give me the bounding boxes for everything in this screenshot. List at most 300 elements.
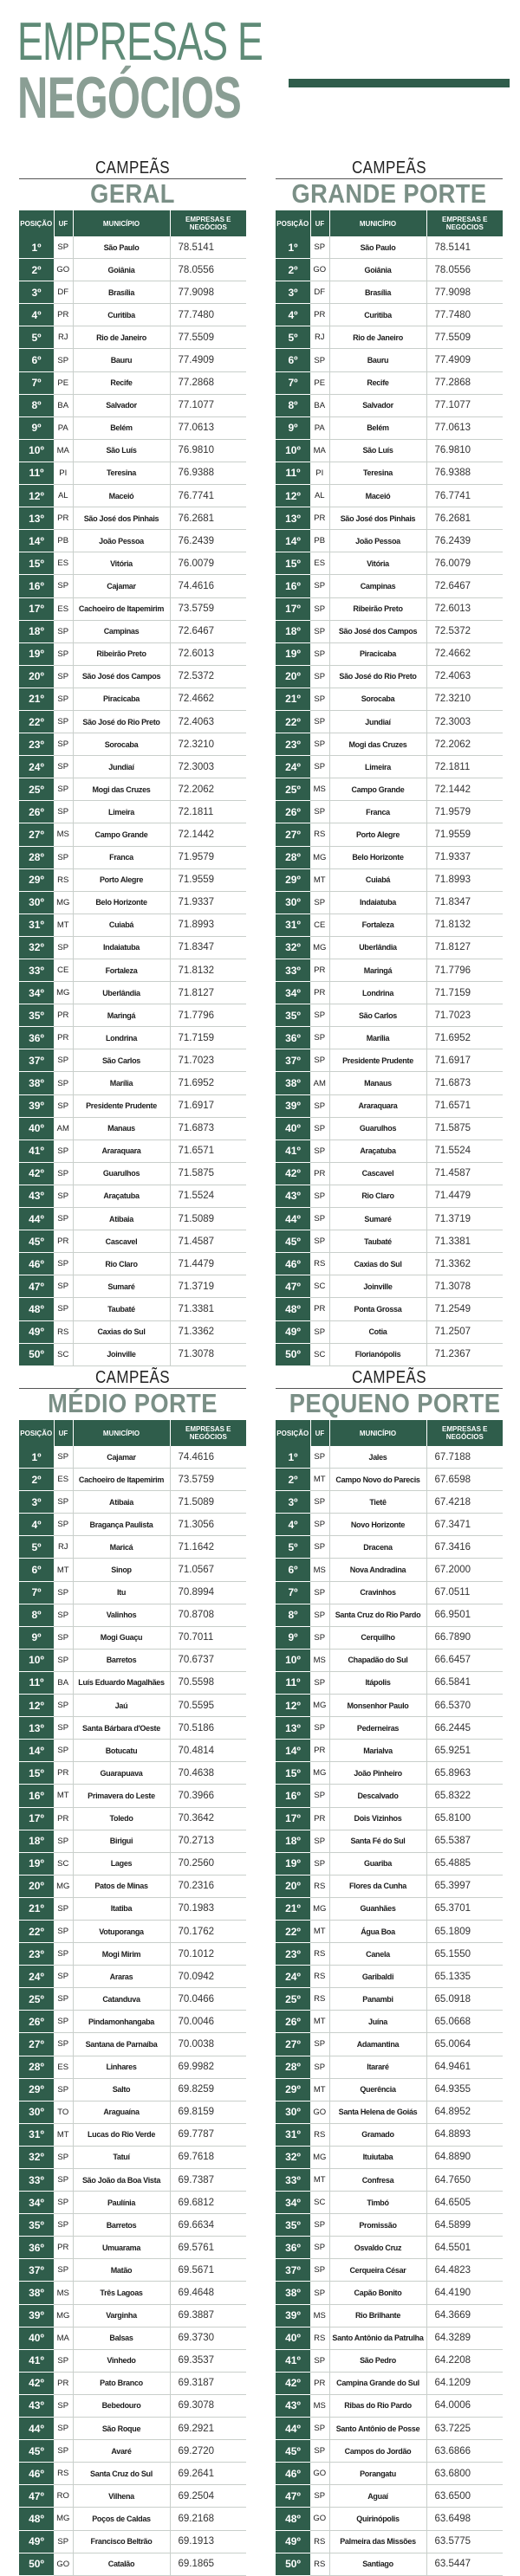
- panel-subtitle: CAMPEÃS: [94, 158, 171, 178]
- cell-position: 2º: [276, 259, 310, 281]
- cell-uf: PR: [310, 982, 329, 1004]
- cell-score: 72.6467: [170, 620, 246, 642]
- cell-position: 49º: [19, 2530, 54, 2553]
- cell-uf: SP: [310, 1094, 329, 1117]
- cell-municipio: São José do Rio Preto: [73, 710, 170, 733]
- table-row: [276, 914, 503, 936]
- cell-position: 41º: [19, 1140, 54, 1162]
- cell-municipio: Barretos: [73, 2214, 170, 2237]
- table-row: [276, 2192, 503, 2214]
- cell-municipio: Limeira: [73, 801, 170, 823]
- cell-municipio: Recife: [329, 371, 426, 394]
- cell-uf: RS: [54, 1320, 73, 1343]
- table-row: [276, 597, 503, 620]
- table-row: [19, 1943, 246, 1966]
- cell-position: 17º: [19, 1807, 54, 1830]
- cell-score: 64.4823: [426, 2259, 503, 2282]
- cell-position: 35º: [276, 2214, 310, 2237]
- cell-uf: SP: [54, 1966, 73, 1988]
- cell-position: 48º: [19, 2508, 54, 2530]
- cell-score: 72.4063: [426, 665, 503, 688]
- table-row: [19, 642, 246, 665]
- cell-position: 40º: [276, 2327, 310, 2349]
- table-row: [276, 2259, 503, 2282]
- cell-uf: ES: [310, 552, 329, 575]
- table-row: [276, 530, 503, 552]
- cell-position: 13º: [19, 1717, 54, 1740]
- cell-uf: PR: [54, 1004, 73, 1027]
- col-header-pos: POSIÇÃO: [19, 210, 54, 236]
- cell-uf: SP: [310, 1320, 329, 1343]
- table-row: [276, 2440, 503, 2463]
- cell-uf: MT: [310, 1469, 329, 1491]
- cell-position: 5º: [276, 1536, 310, 1559]
- cell-uf: MS: [310, 2394, 329, 2417]
- table-header-row: [19, 210, 246, 236]
- page-title-line2: NEGÓCIOS: [17, 65, 242, 131]
- cell-position: 16º: [276, 575, 310, 597]
- cell-position: 3º: [19, 281, 54, 304]
- cell-position: 32º: [276, 2146, 310, 2168]
- cell-score: 71.7023: [426, 1004, 503, 1027]
- table-row: [276, 1027, 503, 1049]
- cell-uf: SP: [54, 1695, 73, 1717]
- cell-position: 45º: [19, 2440, 54, 2463]
- cell-municipio: Atibaia: [73, 1491, 170, 1514]
- cell-position: 37º: [19, 2259, 54, 2282]
- cell-municipio: Teresina: [73, 462, 170, 484]
- cell-position: 19º: [19, 642, 54, 665]
- cell-position: 14º: [276, 530, 310, 552]
- table-row: [276, 756, 503, 778]
- table-row: [276, 959, 503, 982]
- cell-score: 69.2168: [170, 2508, 246, 2530]
- cell-score: 65.0918: [426, 1988, 503, 2011]
- cell-uf: SP: [310, 1140, 329, 1162]
- cell-score: 71.4587: [170, 1230, 246, 1253]
- table-row: [19, 1920, 246, 1942]
- cell-score: 70.5595: [170, 1695, 246, 1717]
- table-row: [19, 2237, 246, 2259]
- cell-score: 69.7387: [170, 2169, 246, 2192]
- cell-position: 23º: [19, 733, 54, 756]
- table-row: [276, 982, 503, 1004]
- cell-position: 42º: [276, 1162, 310, 1185]
- table-row: [19, 2508, 246, 2530]
- cell-score: 64.8893: [426, 2123, 503, 2146]
- table-row: [276, 1559, 503, 1581]
- cell-score: 65.8100: [426, 1807, 503, 1830]
- cell-score: 72.1811: [426, 756, 503, 778]
- cell-municipio: Aguaí: [329, 2485, 426, 2508]
- table-row: [276, 1807, 503, 1830]
- cell-position: 15º: [276, 1762, 310, 1785]
- cell-position: 32º: [19, 936, 54, 959]
- cell-uf: SP: [54, 1275, 73, 1298]
- cell-uf: SP: [54, 1920, 73, 1942]
- table-row: [276, 2123, 503, 2146]
- cell-position: 23º: [276, 733, 310, 756]
- cell-uf: SP: [54, 778, 73, 801]
- table-row: [19, 1230, 246, 1253]
- cell-uf: MG: [310, 2146, 329, 2168]
- cell-score: 69.7618: [170, 2146, 246, 2168]
- cell-municipio: Avaré: [73, 2440, 170, 2463]
- cell-municipio: Botucatu: [73, 1740, 170, 1762]
- cell-municipio: Sinop: [73, 1559, 170, 1581]
- cell-position: 22º: [19, 1920, 54, 1942]
- table-row: [19, 1469, 246, 1491]
- cell-municipio: Caxias do Sul: [73, 1320, 170, 1343]
- table-row: [276, 1649, 503, 1671]
- table-row: [276, 507, 503, 530]
- cell-municipio: Poços de Caldas: [73, 2508, 170, 2530]
- cell-municipio: Sumaré: [73, 1275, 170, 1298]
- cell-position: 16º: [276, 1785, 310, 1807]
- cell-position: 21º: [276, 1897, 310, 1920]
- cell-uf: SP: [54, 349, 73, 371]
- cell-position: 31º: [276, 914, 310, 936]
- cell-uf: SP: [310, 1581, 329, 1604]
- cell-score: 70.0466: [170, 1988, 246, 2011]
- cell-municipio: São Carlos: [329, 1004, 426, 1027]
- cell-score: 71.8132: [426, 914, 503, 936]
- table-row: [19, 1514, 246, 1536]
- table-row: [276, 2485, 503, 2508]
- cell-municipio: Cajamar: [73, 1446, 170, 1469]
- cell-position: 12º: [276, 485, 310, 507]
- cell-municipio: Araçatuba: [73, 1185, 170, 1207]
- cell-uf: MS: [310, 1559, 329, 1581]
- cell-score: 70.4814: [170, 1740, 246, 1762]
- cell-municipio: Catanduva: [73, 1988, 170, 2011]
- cell-uf: RS: [310, 2553, 329, 2575]
- cell-position: 34º: [276, 982, 310, 1004]
- cell-uf: SP: [54, 2033, 73, 2056]
- cell-municipio: Novo Horizonte: [329, 1514, 426, 1536]
- cell-municipio: Santo Antônio da Patrulha: [329, 2327, 426, 2349]
- cell-position: 1º: [19, 1446, 54, 1469]
- cell-uf: ES: [54, 552, 73, 575]
- cell-position: 6º: [19, 349, 54, 371]
- cell-uf: MA: [54, 439, 73, 462]
- table-row: [276, 620, 503, 642]
- cell-score: 76.0079: [170, 552, 246, 575]
- cell-municipio: Manaus: [73, 1117, 170, 1140]
- cell-score: 71.1642: [170, 1536, 246, 1559]
- table-row: [19, 914, 246, 936]
- table-row: [19, 2394, 246, 2417]
- table-row: [19, 2033, 246, 2056]
- cell-uf: SP: [54, 1581, 73, 1604]
- cell-municipio: Chapadão do Sul: [329, 1649, 426, 1671]
- cell-municipio: Luís Eduardo Magalhães: [73, 1671, 170, 1694]
- table-row: [19, 1897, 246, 1920]
- table-row: [276, 326, 503, 349]
- cell-uf: MS: [310, 778, 329, 801]
- cell-score: 69.6634: [170, 2214, 246, 2237]
- cell-uf: SP: [310, 2440, 329, 2463]
- table-row: [276, 236, 503, 259]
- cell-uf: SP: [54, 1446, 73, 1469]
- cell-score: 78.5141: [170, 236, 246, 259]
- cell-position: 28º: [19, 2056, 54, 2078]
- cell-municipio: Sorocaba: [73, 733, 170, 756]
- table-row: [19, 2214, 246, 2237]
- cell-uf: PR: [54, 1762, 73, 1785]
- cell-position: 3º: [19, 1491, 54, 1514]
- cell-score: 71.8127: [170, 982, 246, 1004]
- cell-uf: SP: [54, 2011, 73, 2033]
- cell-uf: MG: [54, 982, 73, 1004]
- cell-municipio: Dois Vizinhos: [329, 1807, 426, 1830]
- cell-uf: SP: [310, 620, 329, 642]
- table-row: [19, 1830, 246, 1852]
- cell-uf: PB: [310, 530, 329, 552]
- cell-uf: RS: [310, 1943, 329, 1966]
- table-row: [276, 2508, 503, 2530]
- cell-uf: PR: [54, 2237, 73, 2259]
- cell-uf: PA: [310, 416, 329, 439]
- cell-municipio: Taubaté: [73, 1298, 170, 1320]
- cell-municipio: Santa Cruz do Rio Pardo: [329, 1604, 426, 1626]
- cell-score: 69.9982: [170, 2056, 246, 2078]
- cell-uf: SP: [54, 846, 73, 868]
- table-row: [19, 982, 246, 1004]
- cell-municipio: Pindamonhangaba: [73, 2011, 170, 2033]
- cell-position: 33º: [276, 959, 310, 982]
- table-row: [276, 2282, 503, 2304]
- table-row: [19, 281, 246, 304]
- cell-municipio: Manaus: [329, 1072, 426, 1094]
- cell-municipio: Fortaleza: [329, 914, 426, 936]
- cell-position: 15º: [19, 1762, 54, 1785]
- cell-uf: SP: [310, 801, 329, 823]
- cell-municipio: Canela: [329, 1943, 426, 1966]
- cell-uf: SP: [54, 733, 73, 756]
- table-row: [276, 1446, 503, 1469]
- cell-score: 71.8993: [426, 868, 503, 891]
- cell-position: 24º: [19, 756, 54, 778]
- cell-score: 71.4587: [426, 1162, 503, 1185]
- table-row: [19, 2349, 246, 2372]
- cell-position: 39º: [19, 1094, 54, 1117]
- cell-position: 18º: [276, 620, 310, 642]
- cell-position: 40º: [19, 2327, 54, 2349]
- cell-uf: GO: [310, 259, 329, 281]
- cell-uf: SP: [54, 1185, 73, 1207]
- cell-score: 71.6571: [426, 1094, 503, 1117]
- cell-uf: PR: [310, 1740, 329, 1762]
- cell-uf: MG: [54, 2508, 73, 2530]
- cell-uf: SP: [310, 1626, 329, 1649]
- cell-uf: SP: [310, 349, 329, 371]
- table-row: [19, 823, 246, 846]
- cell-position: 3º: [276, 281, 310, 304]
- cell-municipio: Curitiba: [73, 304, 170, 326]
- table-row: [19, 2440, 246, 2463]
- table-row: [276, 1253, 503, 1275]
- cell-uf: MA: [310, 439, 329, 462]
- table-row: [276, 823, 503, 846]
- cell-uf: SP: [54, 236, 73, 259]
- cell-score: 76.9810: [170, 439, 246, 462]
- cell-municipio: Francisco Beltrão: [73, 2530, 170, 2553]
- page-title-line1: EMPRESAS E: [17, 12, 263, 72]
- cell-position: 27º: [276, 823, 310, 846]
- cell-score: 76.9388: [426, 462, 503, 484]
- cell-score: 72.3210: [426, 688, 503, 710]
- cell-municipio: São José dos Campos: [329, 620, 426, 642]
- cell-municipio: Vitória: [73, 552, 170, 575]
- cell-position: 18º: [276, 1830, 310, 1852]
- cell-municipio: Maricá: [73, 1536, 170, 1559]
- table-row: [276, 801, 503, 823]
- cell-score: 76.2681: [170, 507, 246, 530]
- cell-municipio: Água Boa: [329, 1920, 426, 1942]
- cell-position: 34º: [276, 2192, 310, 2214]
- cell-uf: SP: [54, 1491, 73, 1514]
- cell-position: 21º: [19, 688, 54, 710]
- cell-position: 43º: [276, 1185, 310, 1207]
- cell-score: 71.8132: [170, 959, 246, 982]
- cell-municipio: Cerqueira César: [329, 2259, 426, 2282]
- cell-position: 8º: [276, 1604, 310, 1626]
- table-row: [276, 710, 503, 733]
- cell-municipio: Sorocaba: [329, 688, 426, 710]
- cell-municipio: Itatiba: [73, 1897, 170, 1920]
- cell-score: 71.9579: [170, 846, 246, 868]
- cell-uf: RS: [310, 1253, 329, 1275]
- cell-municipio: São José do Rio Preto: [329, 665, 426, 688]
- cell-uf: SP: [54, 1717, 73, 1740]
- cell-score: 71.4479: [426, 1185, 503, 1207]
- cell-score: 73.5759: [170, 1469, 246, 1491]
- cell-municipio: Osvaldo Cruz: [329, 2237, 426, 2259]
- cell-position: 38º: [19, 1072, 54, 1094]
- cell-municipio: Joinville: [73, 1343, 170, 1365]
- table-row: [19, 2418, 246, 2440]
- cell-uf: GO: [54, 259, 73, 281]
- cell-municipio: Umuarama: [73, 2237, 170, 2259]
- cell-municipio: Araraquara: [73, 1140, 170, 1162]
- col-header-uf: UF: [54, 210, 73, 236]
- col-header-val: EMPRESAS E NEGÓCIOS: [426, 1420, 503, 1446]
- cell-position: 25º: [276, 1988, 310, 2011]
- table-row: [276, 349, 503, 371]
- cell-position: 47º: [276, 2485, 310, 2508]
- cell-position: 50º: [276, 2553, 310, 2575]
- cell-municipio: Cachoeiro de Itapemirim: [73, 597, 170, 620]
- table-row: [19, 2169, 246, 2192]
- cell-municipio: Vilhena: [73, 2485, 170, 2508]
- col-header-uf: UF: [54, 1420, 73, 1446]
- table-row: [276, 1717, 503, 1740]
- table-header-row: [276, 210, 503, 236]
- cell-score: 66.2445: [426, 1717, 503, 1740]
- cell-municipio: Varginha: [73, 2304, 170, 2327]
- cell-score: 64.9461: [426, 2056, 503, 2078]
- cell-position: 3º: [276, 1491, 310, 1514]
- cell-uf: SP: [310, 665, 329, 688]
- cell-score: 71.9337: [426, 846, 503, 868]
- table-row: [276, 2056, 503, 2078]
- cell-score: 71.7023: [170, 1049, 246, 1072]
- cell-uf: MT: [310, 2011, 329, 2033]
- cell-position: 2º: [276, 1469, 310, 1491]
- cell-position: 27º: [19, 2033, 54, 2056]
- table-row: [19, 1049, 246, 1072]
- cell-uf: SP: [54, 2349, 73, 2372]
- table-row: [276, 2237, 503, 2259]
- cell-position: 37º: [276, 1049, 310, 1072]
- table-row: [19, 304, 246, 326]
- cell-uf: SP: [310, 1004, 329, 1027]
- cell-score: 76.9810: [426, 439, 503, 462]
- cell-score: 64.6505: [426, 2192, 503, 2214]
- cell-municipio: Guariba: [329, 1852, 426, 1875]
- table-row: [19, 597, 246, 620]
- cell-uf: SC: [54, 1343, 73, 1365]
- cell-municipio: Ribeirão Preto: [73, 642, 170, 665]
- cell-municipio: Paulínia: [73, 2192, 170, 2214]
- col-header-mun: MUNICÍPIO: [329, 210, 426, 236]
- cell-uf: SP: [54, 1049, 73, 1072]
- cell-score: 71.8127: [426, 936, 503, 959]
- cell-municipio: Santa Bárbara d'Oeste: [73, 1717, 170, 1740]
- cell-municipio: Panambi: [329, 1988, 426, 2011]
- cell-position: 45º: [19, 1230, 54, 1253]
- cell-uf: SP: [310, 891, 329, 914]
- cell-uf: PI: [54, 462, 73, 484]
- table-row: [19, 1626, 246, 1649]
- table-row: [276, 371, 503, 394]
- cell-position: 26º: [19, 801, 54, 823]
- cell-uf: SC: [310, 1275, 329, 1298]
- cell-score: 63.5775: [426, 2530, 503, 2553]
- ranking-table: [276, 1420, 503, 2576]
- cell-score: 67.0511: [426, 1581, 503, 1604]
- cell-uf: MT: [54, 914, 73, 936]
- cell-position: 28º: [19, 846, 54, 868]
- cell-score: 64.7650: [426, 2169, 503, 2192]
- cell-municipio: Palmeira das Missões: [329, 2530, 426, 2553]
- col-header-val: EMPRESAS E NEGÓCIOS: [426, 210, 503, 236]
- cell-uf: SP: [54, 665, 73, 688]
- cell-municipio: São Carlos: [73, 1049, 170, 1072]
- cell-score: 71.3078: [426, 1275, 503, 1298]
- cell-position: 27º: [276, 2033, 310, 2056]
- cell-municipio: Pederneiras: [329, 1717, 426, 1740]
- cell-uf: ES: [54, 2056, 73, 2078]
- cell-uf: BA: [310, 394, 329, 416]
- cell-score: 70.7011: [170, 1626, 246, 1649]
- cell-municipio: Piracicaba: [329, 642, 426, 665]
- cell-uf: SP: [310, 1536, 329, 1559]
- cell-municipio: Ribas do Rio Pardo: [329, 2394, 426, 2417]
- cell-uf: SP: [310, 2259, 329, 2282]
- table-row: [276, 281, 503, 304]
- table-row: [19, 2463, 246, 2485]
- table-row: [19, 2327, 246, 2349]
- cell-score: 64.2208: [426, 2349, 503, 2372]
- cell-score: 71.6917: [170, 1094, 246, 1117]
- table-row: [276, 1275, 503, 1298]
- cell-municipio: Porto Alegre: [73, 868, 170, 891]
- cell-position: 13º: [276, 507, 310, 530]
- table-row: [19, 846, 246, 868]
- cell-uf: SP: [310, 575, 329, 597]
